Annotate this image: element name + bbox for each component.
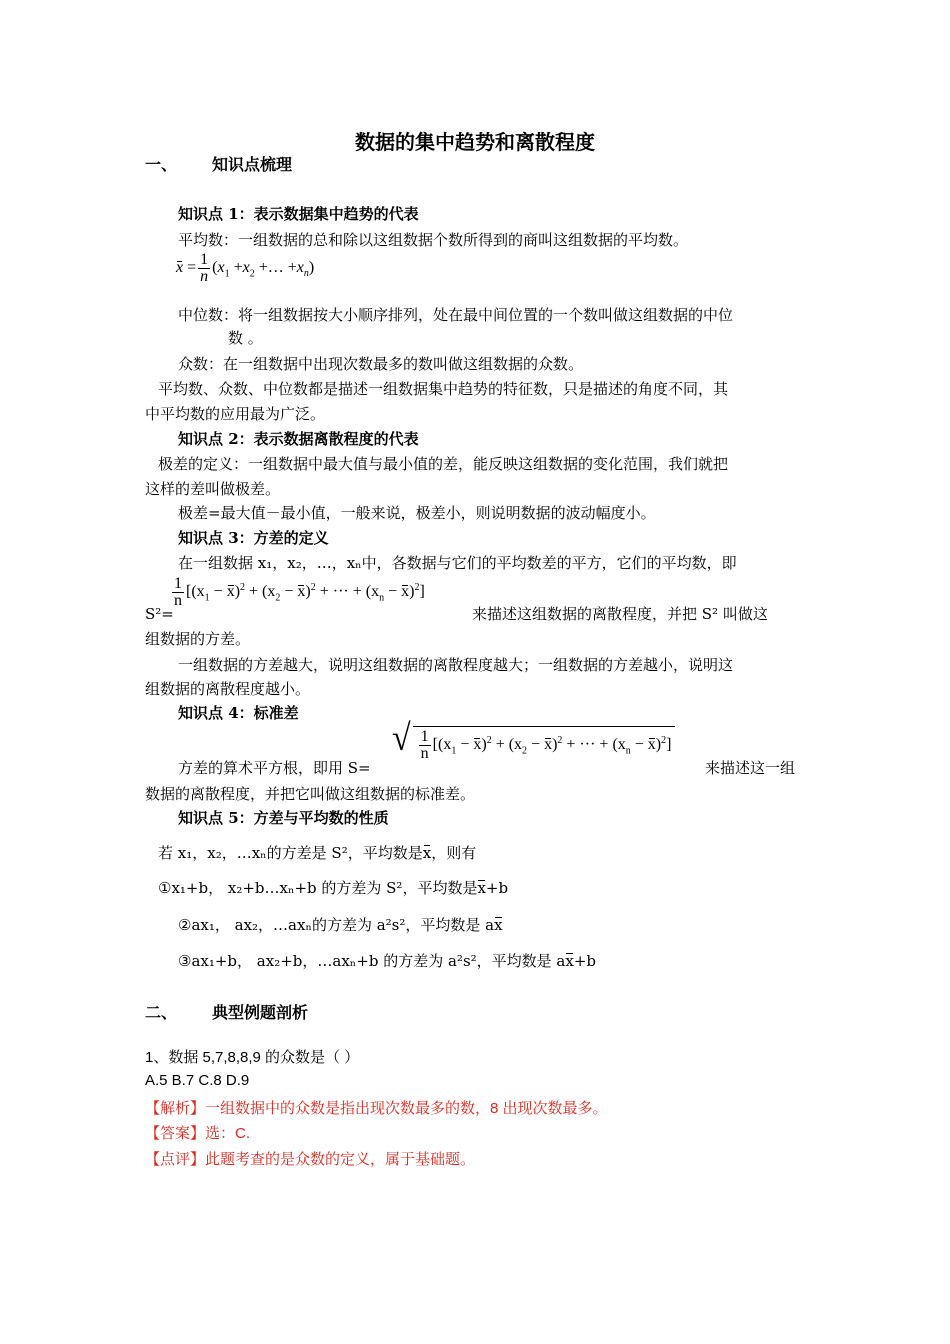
page-title: 数据的集中趋势和离散程度 <box>355 130 595 154</box>
kp1-summary-line2: 中平均数的应用最为广泛。 <box>145 405 326 423</box>
mean-symbol: x <box>565 952 574 970</box>
example1-question: 1、数据 5,7,8,8,9 的众数是（ ） <box>145 1049 360 1066</box>
median-definition-line1: 中位数：将一组数据按大小顺序排列，处在最中间位置的一个数叫做这组数据的中位 <box>178 306 734 324</box>
kp1-heading: 知识点 1：表示数据集中趋势的代表 <box>178 205 419 223</box>
mean-symbol: x <box>422 844 432 862</box>
range-definition-line2: 这样的差叫做极差。 <box>145 480 281 498</box>
kp4-line1-suffix: 来描述这一组 <box>705 759 796 777</box>
variance-suffix: 来描述这组数据的离散程度，并把 S² 叫做这 <box>472 605 768 623</box>
kp1-summary-line1: 平均数、众数、中位数都是描述一组数据集中趋势的特征数，只是描述的角度不同，其 <box>158 380 729 398</box>
kp5-intro-end: ，则有 <box>431 844 477 862</box>
section1-number: 一、 <box>145 155 178 174</box>
mean-symbol: x <box>477 879 486 897</box>
example1-analysis: 【解析】一组数据中的众数是指出现次数最多的数，8 出现次数最多。 <box>145 1100 608 1117</box>
kp5-item1 <box>158 878 508 898</box>
kp4-line2: 数据的离散程度，并把它叫做这组数据的标准差。 <box>145 785 476 803</box>
kp2-heading: 知识点 2：表示数据离散程度的代表 <box>178 430 419 448</box>
std-dev-formula: √ $\frac{1}{n}$ [$(x_1 - x)^2 + (x_2 - x)^2$ + ··· + $(x_n - x)^2$] <box>392 722 675 762</box>
kp5-item3-text: ③ax₁+b， ax₂+b，…axₙ+b 的方差为 a²s²，平均数是 a <box>178 952 566 970</box>
kp5-item3 <box>178 951 596 971</box>
mean-formula: x = $\frac{1}{n}$ ($x_1 +x_2$ +… $+x_n$) <box>176 251 315 285</box>
kp5-item2 <box>178 915 503 935</box>
median-definition-line2: 数 。 <box>228 329 263 347</box>
section2-heading: 典型例题剖析 <box>212 1003 309 1022</box>
mean-definition: 平均数：一组数据的总和除以这组数据个数所得到的商叫这组数据的平均数。 <box>178 231 689 249</box>
kp5-intro <box>158 843 476 863</box>
example1-options: A.5 B.7 C.8 D.9 <box>145 1072 250 1089</box>
mean-symbol: x <box>494 916 503 934</box>
kp4-heading: 知识点 4：标准差 <box>178 704 299 722</box>
kp3-heading: 知识点 3：方差的定义 <box>178 529 329 547</box>
kp5-heading: 知识点 5：方差与平均数的性质 <box>178 809 389 827</box>
kp3-line5: 组数据的离散程度越小。 <box>145 680 311 698</box>
kp5-item1-text: ①x₁+b， x₂+b…xₙ+b 的方差为 S²，平均数是 <box>158 879 478 897</box>
kp5-item1-end: +b <box>485 879 509 897</box>
example1-answer: 【答案】选：C. <box>145 1125 251 1142</box>
kp5-item2-text: ②ax₁， ax₂，…axₙ的方差为 a²s²，平均数是 a <box>178 916 495 934</box>
variance-prefix: S²= <box>145 605 174 623</box>
kp3-line1: 在一组数据 x₁，x₂，…，xₙ中，各数据与它们的平均数差的平方，它们的平均数，即 <box>178 554 737 572</box>
kp4-line1-prefix: 方差的算术平方根，即用 S= <box>178 759 371 777</box>
section2-number: 二、 <box>145 1003 178 1022</box>
kp3-line3: 组数据的方差。 <box>145 630 251 648</box>
section1-heading: 知识点梳理 <box>212 155 293 174</box>
range-definition-line1: 极差的定义：一组数据中最大值与最小值的差，能反映这组数据的变化范围，我们就把 <box>158 455 729 473</box>
kp5-item3-end: +b <box>573 952 597 970</box>
example1-comment: 【点评】此题考查的是众数的定义，属于基础题。 <box>145 1151 476 1168</box>
range-formula: 极差=最大值－最小值，一般来说，极差小，则说明数据的波动幅度小。 <box>178 504 656 522</box>
kp3-line4: 一组数据的方差越大，说明这组数据的离散程度越大；一组数据的方差越小，说明这 <box>178 656 734 674</box>
variance-formula: $\frac{1}{n}$ [$(x_1 - x)^2 + (x_2 - x)^2$ + ··· + $(x_n - x)^2$] <box>174 575 425 609</box>
kp5-intro-text: 若 x₁，x₂，…xₙ的方差是 S²，平均数是 <box>158 844 423 862</box>
mode-definition: 众数：在一组数据中出现次数最多的数叫做这组数据的众数。 <box>178 355 584 373</box>
